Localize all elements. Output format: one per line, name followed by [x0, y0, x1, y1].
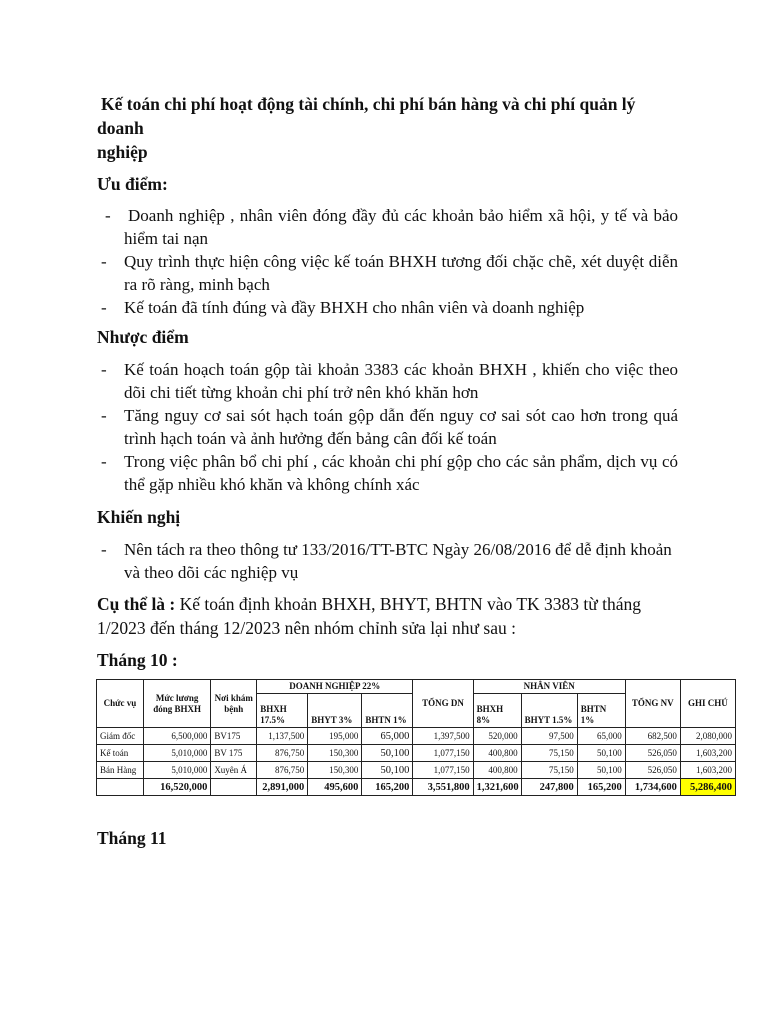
total-company-bhxh: 2,891,000 [257, 779, 308, 796]
cell-total-company: 1,077,150 [413, 762, 473, 779]
table-row [97, 728, 736, 745]
cell-position: Giám đốc [97, 728, 144, 745]
disadvantages-heading: Nhược điểm [97, 327, 189, 347]
cell-hospital: BV175 [211, 728, 257, 745]
header-hospital: Nơi khám bệnh [211, 680, 257, 728]
advantages-list [97, 204, 678, 319]
cell-emp-bhyt: 97,500 [521, 728, 577, 745]
total-emp-bhtn: 165,200 [577, 779, 625, 796]
recommendation-heading: Khiến nghị [97, 507, 181, 527]
cell-emp-bhxh: 400,800 [473, 745, 521, 762]
document-title [97, 92, 697, 164]
total-salary: 16,520,000 [143, 779, 210, 796]
specific-text: Kế toán định khoản BHXH, BHYT, BHTN vào TK 3383 từ tháng 1/2023 đến tháng 12/2023 nên nhóm chỉnh sửa lại như sau : [97, 594, 641, 638]
header-position: Chức vụ [97, 680, 144, 728]
list-item: - Nên tách ra theo thông tư 133/2016/TT-BTC Ngày 26/08/2016 để dễ định khoản và theo dõi các nghiệp vụ [97, 538, 678, 584]
specific-label: Cụ thể là : [97, 594, 176, 614]
month-10-heading: Tháng 10 : [97, 650, 178, 670]
cell-salary: 5,010,000 [143, 745, 210, 762]
specific-paragraph [97, 592, 677, 640]
cell-company-bhyt: 195,000 [308, 728, 362, 745]
cell-company-bhyt: 150,300 [308, 745, 362, 762]
header-emp-bhxh: BHXH 8% [473, 694, 521, 728]
cell-total-employee: 682,500 [625, 728, 680, 745]
cell-total-company: 1,077,150 [413, 745, 473, 762]
title-line-2: doanh [97, 118, 144, 138]
cell-empty [97, 779, 144, 796]
list-item: - Kế toán đã tính đúng và đầy BHXH cho nhân viên và doanh nghiệp [97, 296, 678, 319]
cell-emp-bhtn: 50,100 [577, 762, 625, 779]
cell-emp-bhyt: 75,150 [521, 745, 577, 762]
cell-note: 1,603,200 [680, 762, 735, 779]
table-row [97, 745, 736, 762]
cell-company-bhxh: 1,137,500 [257, 728, 308, 745]
recommendation-list [97, 538, 678, 584]
insurance-table [96, 679, 736, 796]
header-company-bhyt: BHYT 3% [308, 694, 362, 728]
total-total-company: 3,551,800 [413, 779, 473, 796]
header-employee-group: NHÂN VIÊN [473, 680, 625, 694]
cell-note: 2,080,000 [680, 728, 735, 745]
cell-emp-bhxh: 400,800 [473, 762, 521, 779]
cell-position: Kế toán [97, 745, 144, 762]
total-company-bhtn: 165,200 [362, 779, 413, 796]
header-emp-bhyt: BHYT 1.5% [521, 694, 577, 728]
cell-note: 1,603,200 [680, 745, 735, 762]
header-total-company: TỔNG DN [413, 680, 473, 728]
table-row [97, 762, 736, 779]
header-company-bhtn: BHTN 1% [362, 694, 413, 728]
cell-company-bhyt: 150,300 [308, 762, 362, 779]
cell-hospital: BV 175 [211, 745, 257, 762]
month-11-heading: Tháng 11 [97, 828, 167, 848]
total-total-employee: 1,734,600 [625, 779, 680, 796]
cell-company-bhtn: 50,100 [362, 745, 413, 762]
cell-salary: 5,010,000 [143, 762, 210, 779]
cell-salary: 6,500,000 [143, 728, 210, 745]
cell-total-employee: 526,050 [625, 762, 680, 779]
header-salary: Mức lương đóng BHXH [143, 680, 210, 728]
title-line-1: Kế toán chi phí hoạt động tài chính, chi phí bán hàng và chi phí quản lý [101, 94, 636, 114]
total-company-bhyt: 495,600 [308, 779, 362, 796]
disadvantages-list [97, 358, 678, 496]
cell-emp-bhtn: 50,100 [577, 745, 625, 762]
header-company-bhxh: BHXH 17.5% [257, 694, 308, 728]
header-emp-bhtn: BHTN 1% [577, 694, 625, 728]
total-note-highlighted: 5,286,400 [680, 779, 735, 796]
cell-emp-bhyt: 75,150 [521, 762, 577, 779]
cell-company-bhxh: 876,750 [257, 745, 308, 762]
cell-hospital: Xuyên Á [211, 762, 257, 779]
total-emp-bhyt: 247,800 [521, 779, 577, 796]
cell-company-bhxh: 876,750 [257, 762, 308, 779]
list-item: - Kế toán hoạch toán gộp tài khoản 3383 các khoản BHXH , khiến cho việc theo dõi chi tiết từng khoản chi phí trở nên khó khăn hơn [97, 358, 678, 404]
cell-company-bhtn: 50,100 [362, 762, 413, 779]
cell-total-employee: 526,050 [625, 745, 680, 762]
table-total-row [97, 779, 736, 796]
cell-emp-bhtn: 65,000 [577, 728, 625, 745]
cell-position: Bán Hàng [97, 762, 144, 779]
list-item: - Quy trình thực hiện công việc kế toán BHXH tương đối chặc chẽ, xét duyệt diễn ra rõ ràng, minh bạch [97, 250, 678, 296]
title-line-3: nghiệp [97, 142, 148, 162]
list-item: - Tăng nguy cơ sai sót hạch toán gộp dẫn đến nguy cơ sai sót cao hơn trong quá trình hạch toán và ảnh hưởng đến bảng cân đối kế toán [97, 404, 678, 450]
total-emp-bhxh: 1,321,600 [473, 779, 521, 796]
header-total-employee: TỔNG NV [625, 680, 680, 728]
header-note: GHI CHÚ [680, 680, 735, 728]
cell-total-company: 1,397,500 [413, 728, 473, 745]
cell-empty [211, 779, 257, 796]
cell-company-bhtn: 65,000 [362, 728, 413, 745]
cell-emp-bhxh: 520,000 [473, 728, 521, 745]
list-item: - Trong việc phân bổ chi phí , các khoản chi phí gộp cho các sản phẩm, dịch vụ có thể gặp nhiều khó khăn và không chính xác [97, 450, 678, 496]
list-item: - Doanh nghiệp , nhân viên đóng đầy đủ các khoản bảo hiểm xã hội, y tế và bảo hiểm tai nạn [97, 204, 678, 250]
advantages-heading: Ưu điểm: [97, 174, 168, 194]
header-company-group: DOANH NGHIỆP 22% [257, 680, 413, 694]
